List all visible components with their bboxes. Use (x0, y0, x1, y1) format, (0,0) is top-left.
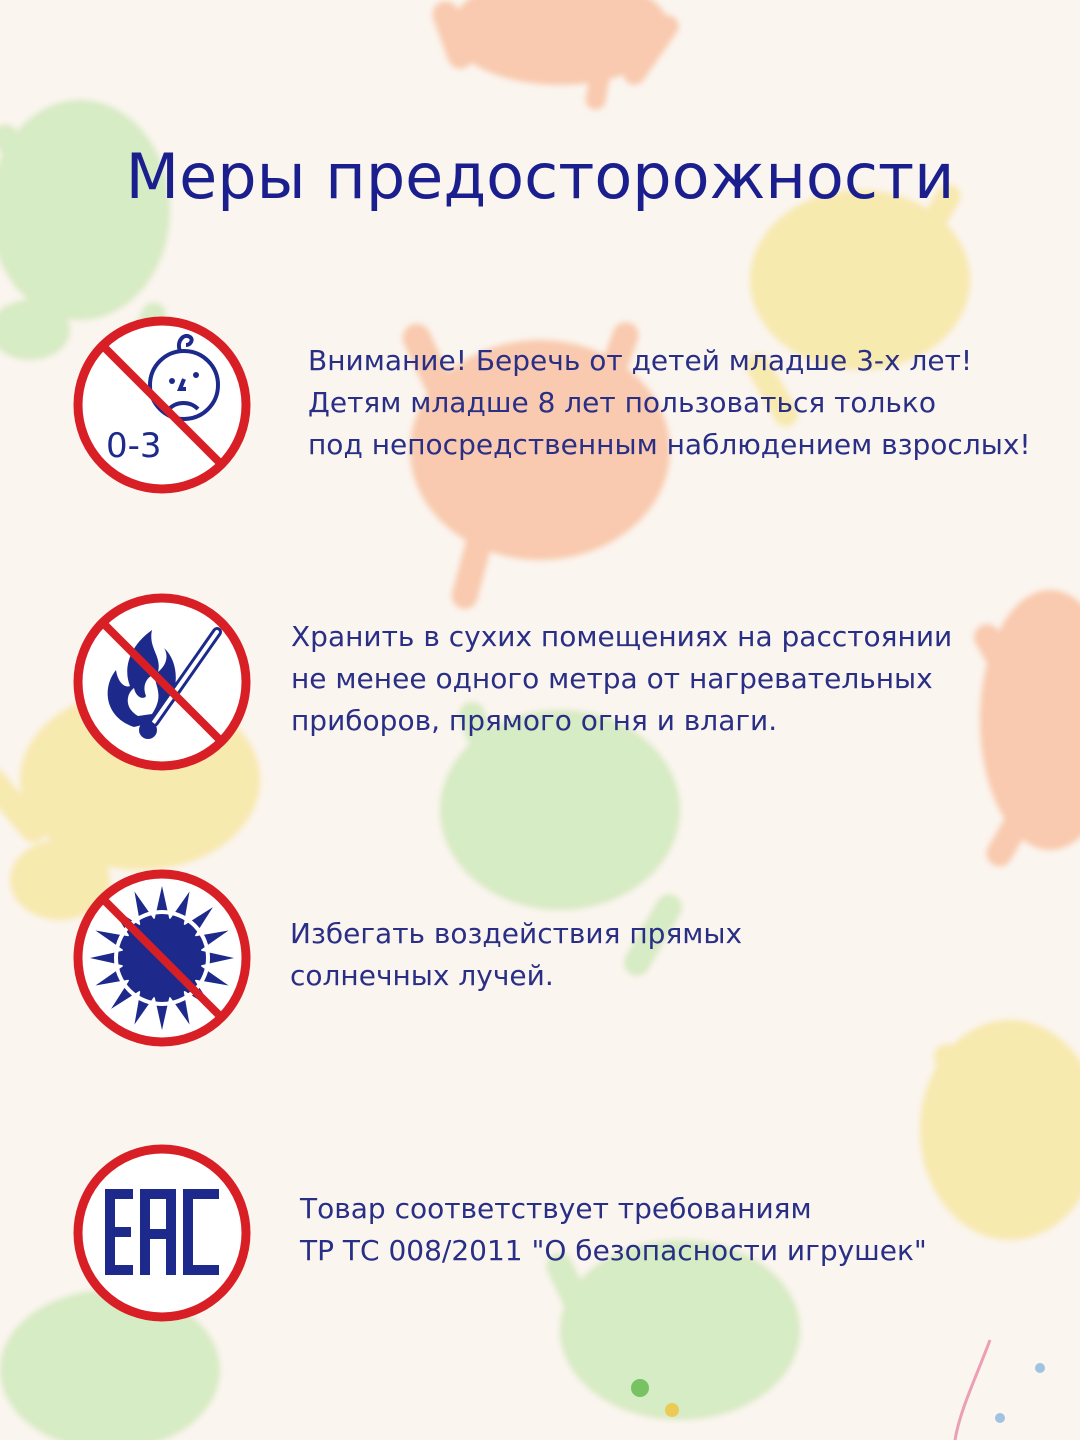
text-line: Избегать воздействия прямых (290, 917, 743, 950)
page-title: Меры предосторожности (125, 140, 955, 213)
no-sunlight-icon (72, 868, 252, 1048)
storage-text (291, 616, 952, 742)
text-line: Детям младше 8 лет пользоваться только (308, 386, 936, 419)
text-line: ТР ТС 008/2011 "О безопасности игрушек" (300, 1234, 927, 1267)
no-children-under-3-icon (72, 315, 252, 495)
age-label: 0-3 (106, 426, 162, 466)
certification-text (300, 1188, 927, 1272)
eac-mark-icon (72, 1143, 252, 1323)
warning-children-text (308, 340, 1031, 466)
sunlight-text (290, 913, 742, 997)
text-line: под непосредственным наблюдением взрослых! (308, 428, 1031, 461)
text-line: Внимание! Беречь от детей младше 3-х лет! (308, 344, 973, 377)
text-line: Товар соответствует требованиям (300, 1192, 812, 1225)
text-line: не менее одного метра от нагревательных (291, 662, 933, 695)
text-line: приборов, прямого огня и влаги. (291, 704, 778, 737)
no-fire-icon (72, 592, 252, 772)
text-line: солнечных лучей. (290, 959, 554, 992)
text-line: Хранить в сухих помещениях на расстоянии (291, 620, 953, 653)
